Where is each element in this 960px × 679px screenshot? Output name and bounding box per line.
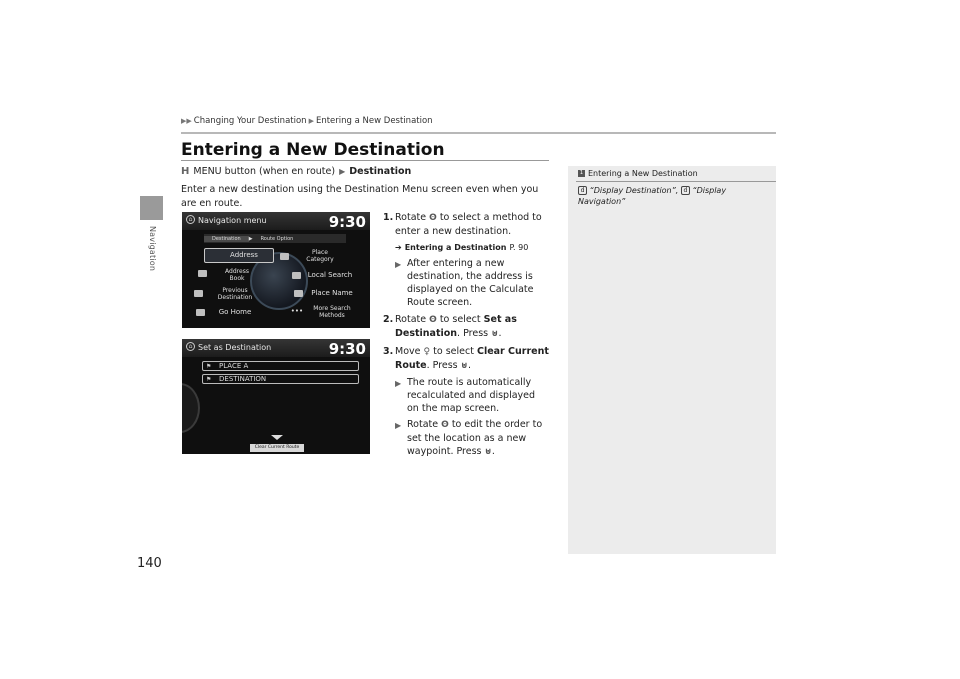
step-note-text: The route is automatically recalculated and displayed on the map screen. — [407, 377, 536, 414]
move-dial-icon: ♀ — [423, 347, 431, 357]
address-book-icon — [198, 270, 207, 277]
more-icon: ••• — [290, 307, 304, 315]
home-icon: ⌂ — [186, 215, 195, 224]
voice-command: “Display Navigation” — [578, 186, 727, 206]
press-dial-icon: ⊍ — [484, 447, 492, 457]
menu-item-address: Address — [204, 248, 274, 263]
clock: 9:30 — [328, 213, 366, 231]
step-text: to select — [433, 346, 474, 357]
voice-command-icon: d — [578, 186, 587, 195]
press-dial-icon: ⊍ — [491, 329, 499, 339]
page-number: 140 — [137, 556, 162, 571]
menu-item-more-search-methods: More Search Methods — [313, 305, 351, 319]
flag-icon: ⚑ — [206, 376, 212, 383]
navigation-menu-screenshot — [182, 212, 370, 328]
reference-label[interactable]: Entering a Destination — [404, 243, 507, 252]
menu-item-previous-destination: Previous Destination — [217, 287, 253, 301]
sidebar-heading-text: Entering a New Destination — [588, 169, 698, 178]
step-target: Set as Destination — [395, 314, 517, 339]
header-rule — [181, 132, 776, 134]
go-home-icon — [196, 309, 205, 316]
previous-destination-icon — [194, 290, 203, 297]
place-name-icon — [294, 290, 303, 297]
set-as-destination-screenshot — [182, 339, 370, 454]
step-text: Rotate — [395, 314, 427, 325]
menu-item-go-home: Go Home — [218, 308, 252, 316]
page-title: Entering a New Destination — [181, 140, 445, 160]
clear-current-route-label: Clear Current Route — [250, 444, 304, 452]
step-number: 3. — [383, 346, 394, 357]
rotate-dial-icon: ʘ — [441, 420, 449, 430]
down-arrow-icon — [271, 435, 283, 440]
menu-item-place-category: Place Category — [306, 249, 334, 263]
step-text: Move — [395, 346, 421, 357]
home-key-icon: H — [181, 166, 190, 177]
rotate-dial-icon: ʘ — [429, 315, 437, 325]
place-category-icon — [280, 253, 289, 260]
step-note — [395, 376, 549, 415]
menu-item-local-search: Local Search — [307, 271, 353, 279]
tab-route-option: Route Option — [260, 235, 294, 242]
instruction-steps — [383, 211, 549, 463]
list-item — [202, 361, 359, 371]
home-icon: ⌂ — [186, 342, 195, 351]
menu-tabs — [204, 234, 346, 243]
sidebar-note-panel — [568, 166, 776, 554]
menu-path-prefix: MENU button (when en route) — [193, 166, 336, 177]
arrow-icon: ▶ — [395, 379, 402, 388]
destination-list — [202, 361, 359, 387]
screen-title: Set as Destination — [198, 343, 272, 352]
reference-arrow-icon: ➔ — [395, 243, 402, 252]
step-number: 2. — [383, 314, 394, 325]
sidebar-heading — [578, 169, 698, 178]
chapter-label: Navigation — [148, 226, 157, 272]
list-item-label: PLACE A — [219, 362, 249, 370]
step-text: . Press — [457, 328, 489, 339]
menu-path — [181, 166, 411, 177]
step-note-text: After entering a new destination, the address is displayed on the Calculate Route screen. — [407, 258, 534, 308]
clock: 9:30 — [328, 340, 366, 358]
press-dial-icon: ⊍ — [460, 361, 468, 371]
list-item — [202, 374, 359, 384]
step-note-text: Rotate — [407, 419, 439, 430]
chapter-tab — [140, 196, 163, 220]
step-text: to select a method to enter a new destination. — [395, 212, 542, 237]
step-note-text: to edit the order to set the location as a new waypoint. Press — [407, 419, 543, 457]
breadcrumb-item[interactable]: Changing Your Destination — [193, 116, 307, 126]
breadcrumb-item[interactable]: Entering a New Destination — [315, 116, 433, 126]
breadcrumb — [181, 116, 433, 126]
arrow-icon: ▶ — [339, 167, 346, 176]
local-search-icon — [292, 272, 301, 279]
voice-commands: d “Display Destination”, d “Display Navigation” — [578, 186, 727, 206]
step-text: to select — [439, 314, 481, 325]
step-text: . Press — [426, 360, 458, 371]
step-2: 2. Rotate ʘ to select Set as Destination. Press ⊍. — [383, 314, 517, 339]
note-badge-icon: 1 — [579, 170, 584, 176]
arrow-icon: ▶ — [395, 421, 402, 430]
voice-command: “Display Destination” — [589, 186, 676, 195]
breadcrumb-arrow-icon: ▶▶ — [181, 117, 192, 125]
breadcrumb-arrow-icon: ▶ — [308, 117, 314, 125]
list-item-label: DESTINATION — [219, 375, 267, 383]
step-number: 1. — [383, 212, 394, 223]
menu-path-target: Destination — [349, 166, 412, 177]
tab-destination: Destination — [204, 236, 249, 242]
arrow-icon: ▶ — [395, 260, 402, 269]
step-3: 3. Move ♀ to select Clear Current Route. Press ⊍. ▶ The route is automatically recalculated and displayed on the map screen. ▶ Rotate ʘ to edit the order to set the location as a new waypoint. Press ⊍. — [383, 346, 549, 457]
menu-item-place-name: Place Name — [311, 289, 353, 297]
flag-icon: ⚑ — [206, 363, 212, 370]
title-rule — [181, 160, 549, 161]
reference-page[interactable]: P. 90 — [509, 243, 529, 252]
step-note: ▶ Rotate ʘ to edit the order to set the location as a new waypoint. Press ⊍. — [395, 419, 543, 457]
step-note — [395, 257, 549, 309]
step-1 — [383, 211, 549, 309]
step-target: Clear Current Route — [395, 346, 549, 371]
cross-reference[interactable] — [395, 241, 549, 254]
interface-dial-graphic — [182, 383, 200, 433]
menu-item-address-book: Address Book — [225, 268, 249, 282]
screen-title: Navigation menu — [198, 216, 267, 225]
step-text: Rotate — [395, 212, 427, 223]
rotate-dial-icon: ʘ — [429, 213, 437, 223]
intro-text: Enter a new destination using the Destination Menu screen even when you are en route. — [181, 184, 539, 209]
voice-command-icon: d — [681, 186, 690, 195]
arrow-icon: ▶ — [248, 235, 253, 242]
sidebar-rule — [576, 181, 776, 182]
